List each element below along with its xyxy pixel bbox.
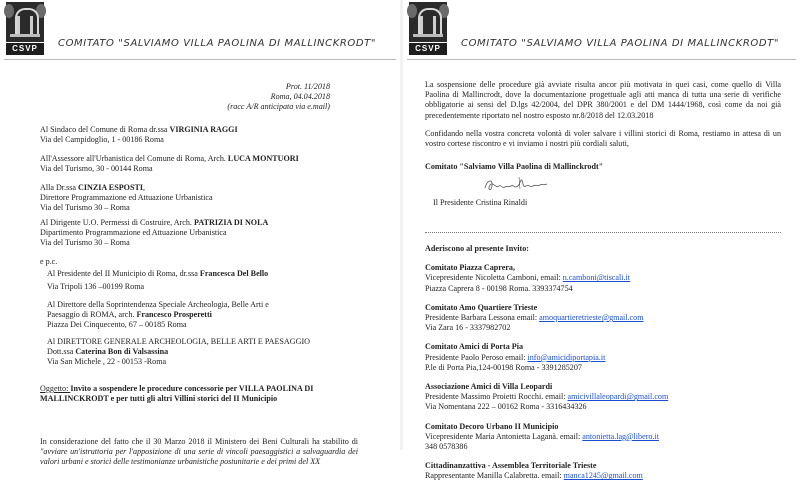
cc-direttore-generale: Al DIRETTORE GENERALE ARCHEOLOGIA, BELLE ARTI E PAESAGGIO Dott.ssa Caterina Bon di Valsassina Via San Michele , 22 - 00153 -Roma	[47, 337, 310, 367]
villa-drawing-icon	[6, 2, 44, 42]
handwritten-signature	[483, 174, 551, 196]
email-link[interactable]: antonietta.lag@libero.it	[582, 431, 659, 441]
email-link[interactable]: amoquartieretrieste@gmail.com	[539, 313, 644, 323]
committee-title: COMITATO "SALVIAMO VILLA PAOLINA DI MALLINCKRODT"	[461, 38, 780, 49]
signoff: Comitato "Salviamo Villa Paolina di Mallinckrodt"	[425, 162, 604, 171]
list-item: Associazione Amici di Villa Leopardi Presidente Massimo Proietti Rocchi. email: amicivillaleopardi@gmail.com Via Nomentana 222 – 00162 Roma - 3316434326	[425, 382, 669, 412]
recipient-name: VIRGINIA RAGGI	[169, 125, 238, 134]
protocol-block	[227, 82, 330, 113]
email-link[interactable]: amicivillaleopardi@gmail.com	[567, 392, 669, 402]
cc-soprintendenza: Al Direttore della Soprintendenza Speciale Archeologia, Belle Arti e Paesaggio di ROMA, arch. Francesco Prosperetti Piazza Dei Cinquecento, 67 – 00185 Roma	[47, 300, 269, 330]
list-item: Comitato Piazza Caprera, Vicepresidente Nicoletta Camboni, email: n.camboni@tiscali.it Piazza Caprera 8 - 00198 Roma. 3393374754	[425, 263, 630, 293]
recipient-name: PATRIZIA DI NOLA	[193, 218, 269, 227]
email-link[interactable]: manca1245@gmail.com	[563, 471, 643, 481]
list-item: Cittadinanzattiva - Assemblea Territoriale Trieste Rappresentante Manilla Calabretta. email: manca1245@gmail.com	[425, 461, 643, 481]
recipient-mayor: Al Sindaco del Comune di Roma dr.ssa VIRGINIA RAGGI Via del Campidoglio, 1 - 00186 Roma	[40, 125, 238, 145]
letterhead	[403, 0, 800, 62]
adherents-title: Aderiscono al presente Invito:	[425, 244, 529, 253]
letter-page-1	[0, 0, 400, 467]
letter-body	[0, 62, 400, 467]
logo-text: CSVP	[409, 43, 447, 55]
paragraph-closing: Confidando nella vostra concreta volontà di voler salvare i villini storici di Roma, restiamo in attesa di un vostro cortese riscontro e vi inviamo i nostri più cordiali saluti,	[425, 129, 781, 149]
csvp-logo	[409, 2, 447, 56]
header-divider	[407, 59, 796, 60]
recipient-permits: Al Dirigente U.O. Permessi di Costruire, Arch. PATRIZIA DI NOLA Dipartimento Programmazione ed Attuazione Urbanistica Via del Turismo 30 – Roma	[40, 218, 269, 248]
subject-line: Oggetto: Invito a sospendere le procedure concessorie per VILLA PAOLINA DI MALLINCKRODT e per tutti gli altri Villini storici del II Municipio	[40, 384, 314, 404]
email-link[interactable]: info@amicidiportapia.it	[527, 352, 606, 362]
recipient-name: Francesca Del Bello	[199, 269, 269, 278]
list-item: Comitato Amo Quartiere Trieste Presidente Barbara Lessona email: amoquartieretrieste@gmail.com Via Zara 16 - 3337982702	[425, 302, 644, 333]
protocol-number: Prot. 11/2018	[285, 82, 330, 91]
recipient-assessor: All'Assessore all'Urbanistica del Comune di Roma, Arch. LUCA MONTUORI Via del Turismo, 30 - 00144 Roma	[40, 154, 299, 174]
paragraph-suspension: La sospensione delle procedure già avviate risulta ancor più motivata in quei casi, come quello di Villa Paolina di Mallincrodt, dove la documentazione progettuale agli atti manca di tutta una serie di verifiche obbligatorie ai sensi del D.lgs 42/2004, del DPR 380/2001 e del DM 1444/1968, così come da noi già precedentemente riportato nel nostro esposto nr.8/2018 del 12.03.2018	[425, 80, 781, 120]
place-date: Roma, 04.04.2018	[270, 92, 330, 102]
recipient-name: Francesco Prosperetti	[136, 310, 212, 320]
body-paragraph: In considerazione del fatto che il 30 Marzo 2018 il Ministero dei Beni Culturali ha stabilito di "avviare un'istruttoria per l'apposizione di una serie di vincoli paesaggistici a salvaguardia dei valori urbani e storici delle testimonianze urbanistiche postunitarie e dei primi del XX	[40, 437, 358, 467]
csvp-logo	[6, 2, 44, 56]
delivery-note: (racc A/R anticipata via e.mail)	[227, 102, 330, 112]
cc-label: e p.c.	[40, 257, 58, 266]
header-divider	[4, 59, 396, 60]
recipient-name: CINZIA ESPOSTI	[78, 183, 143, 192]
letter-page-2	[403, 0, 800, 481]
villa-drawing-icon	[409, 2, 447, 42]
subject-label: Oggetto:	[40, 384, 71, 393]
cc-municipio: Al Presidente del II Municipio di Roma, dr.ssa Francesca Del Bello Via Tripoli 136 –00199 Roma	[47, 269, 269, 292]
president-name: Il Presidente Cristina Rinaldi	[433, 198, 528, 207]
email-link[interactable]: n.camboni@tiscali.it	[562, 273, 630, 283]
list-item: Comitato Amici di Porta Pia Presidente Paolo Peroso email: info@amicidiportapia.it P.le di Porta Pia,124-00198 Roma - 3391285207	[425, 342, 606, 372]
separator-line	[425, 232, 781, 233]
letter-body	[403, 62, 800, 481]
logo-text: CSVP	[6, 43, 44, 55]
quoted-text: "avviare un'istruttoria per l'apposizione di una serie di vincoli paesaggistici a salvaguardia dei valori urbani e storici delle testimonianze urbanistiche postunitarie e dei primi del XX	[40, 447, 358, 467]
committee-title: COMITATO "SALVIAMO VILLA PAOLINA DI MALLINCKRODT"	[58, 38, 377, 49]
recipient-name: Caterina Bon di Valsassina	[75, 347, 169, 357]
list-item: Comitato Decoro Urbano II Municipio Vicepresidente Maria Antonietta Laganà. email: antonietta.lag@libero.it 348 0578386	[425, 421, 659, 452]
recipient-name: LUCA MONTUORI	[227, 154, 299, 163]
adherents-list	[425, 244, 668, 482]
recipient-director: Alla Dr.ssa CINZIA ESPOSTI, Direttore Programmazione ed Attuazione Urbanistica Via del Turismo 30 – Roma	[40, 183, 213, 213]
letterhead	[0, 0, 400, 62]
